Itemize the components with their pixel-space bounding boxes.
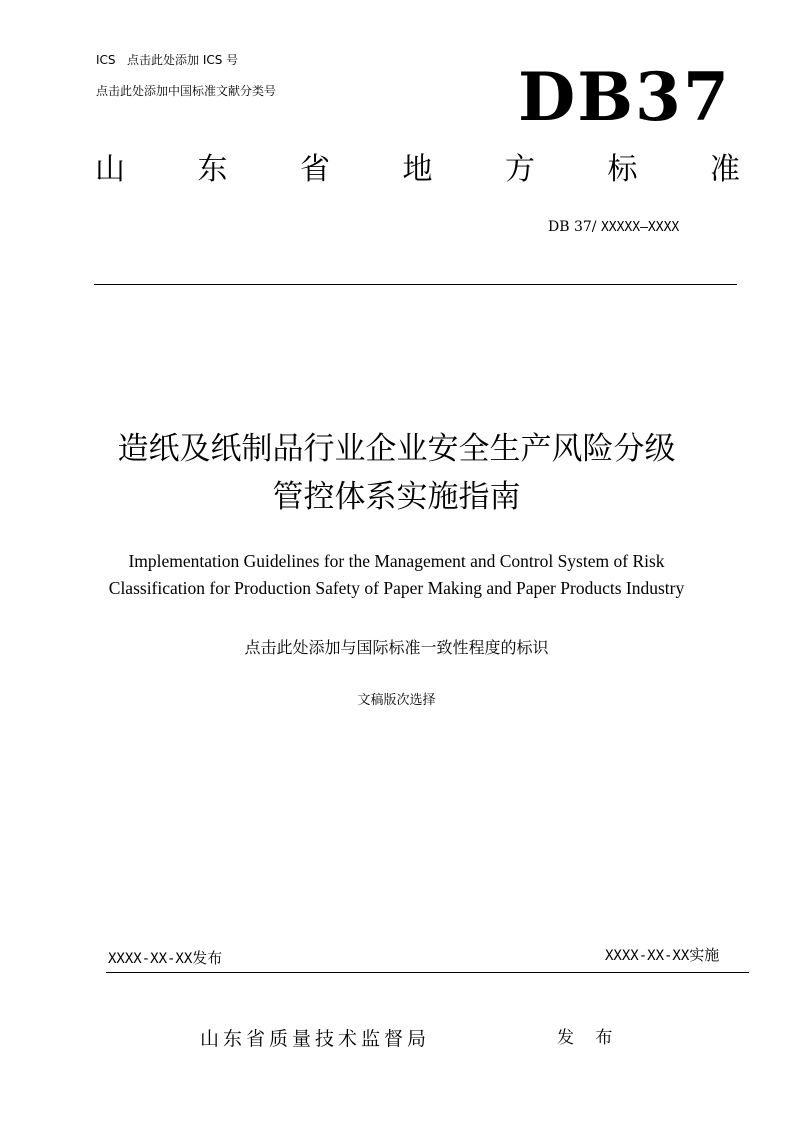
title-chinese-line-2: 管控体系实施指南: [272, 479, 521, 515]
standard-type-char: 省: [300, 152, 330, 187]
ics-number[interactable]: [96, 51, 238, 68]
standard-type-char: 标: [607, 152, 638, 187]
publish-date-value[interactable]: XXXX-XX-XX: [108, 951, 193, 967]
standard-number-value[interactable]: XXXXX—XXXX: [600, 220, 680, 235]
implement-date[interactable]: [605, 944, 719, 965]
standard-code: DB37: [518, 58, 731, 136]
standard-type-char: 山: [95, 152, 125, 187]
title-english-line-2: Classification for Production Safety of Paper Making and Paper Products Industry: [108, 578, 685, 598]
publish-label: 发布: [192, 949, 223, 967]
standard-number-prefix: DB 37/: [548, 219, 597, 235]
standard-type-heading: [95, 152, 740, 187]
standard-type-char: 准: [710, 152, 740, 187]
title-english-line-1: Implementation Guidelines for the Management and Control System of Risk: [128, 551, 665, 571]
issue-label: 发 布: [557, 1028, 621, 1048]
ccs-classification-placeholder[interactable]: 点击此处添加中国标准文献分类号: [96, 84, 277, 98]
standard-type-char: 地: [402, 152, 433, 187]
ics-prefix: ICS: [96, 53, 116, 67]
standard-type-char: 东: [197, 152, 228, 187]
header-divider: [94, 284, 737, 285]
footer-divider: [106, 972, 749, 973]
consistency-degree-placeholder[interactable]: 点击此处添加与国际标准一致性程度的标识: [244, 638, 549, 657]
implement-date-value[interactable]: XXXX-XX-XX: [605, 948, 690, 964]
issuing-authority: 山东省质量技术监督局: [200, 1028, 431, 1050]
ics-placeholder[interactable]: 点击此处添加 ICS 号: [127, 53, 239, 67]
standard-type-char: 方: [505, 152, 535, 187]
publish-date[interactable]: [108, 947, 222, 968]
title-chinese-line-1: 造纸及纸制品行业企业安全生产风险分级: [117, 431, 676, 467]
standard-number[interactable]: [548, 219, 679, 235]
implement-label: 实施: [689, 946, 720, 964]
draft-version-select[interactable]: 文稿版次选择: [357, 693, 436, 708]
